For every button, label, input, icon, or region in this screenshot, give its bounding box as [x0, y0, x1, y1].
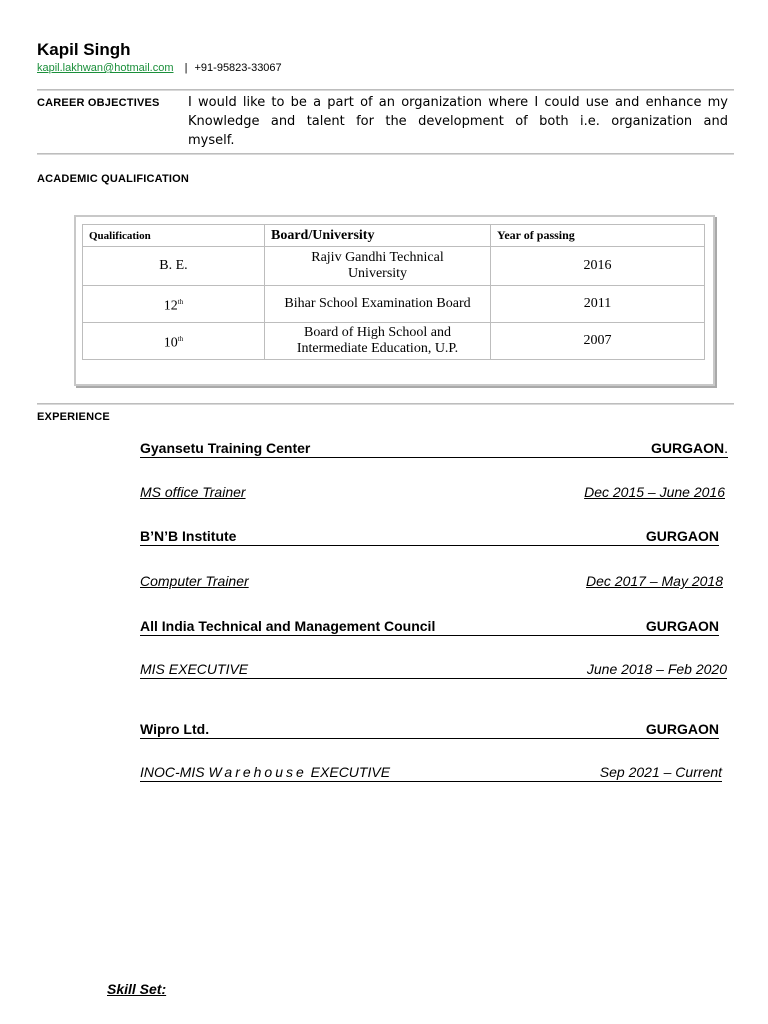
- year-cell: 2011: [491, 286, 705, 323]
- role-row: [140, 574, 723, 590]
- column-header-qualification: Qualification: [83, 225, 265, 247]
- qualification-table: [82, 224, 705, 360]
- company-location: GURGAON: [645, 528, 719, 544]
- role-period: Dec 2015 – June 2016: [584, 484, 725, 500]
- role-title: Computer Trainer: [140, 573, 249, 589]
- company-row: [140, 441, 728, 458]
- experience-heading: EXPERIENCE: [37, 411, 110, 423]
- company-name: All India Technical and Management Council: [140, 618, 436, 634]
- role-title: MIS EXECUTIVE: [140, 661, 249, 677]
- email-link[interactable]: kapil.lakhwan@hotmail.com: [37, 62, 174, 74]
- contact-line: [37, 62, 282, 74]
- year-cell: 2007: [491, 323, 705, 360]
- table-row: [83, 323, 705, 360]
- company-row: [140, 722, 719, 739]
- company-name: Gyansetu Training Center: [140, 440, 311, 456]
- board-cell: Rajiv Gandhi Technical University: [265, 247, 491, 286]
- skill-set-heading: Skill Set:: [107, 981, 167, 997]
- board-cell: Bihar School Examination Board: [265, 286, 491, 323]
- company-name: Wipro Ltd.: [140, 721, 210, 737]
- academic-qualification-heading: ACADEMIC QUALIFICATION: [37, 173, 190, 185]
- company-row: [140, 529, 719, 546]
- qualification-cell: B. E.: [83, 247, 265, 286]
- company-location: GURGAON: [645, 618, 719, 634]
- role-title: MS office Trainer: [140, 484, 246, 500]
- divider: [37, 89, 734, 91]
- column-header-year: Year of passing: [491, 225, 705, 247]
- role-row: [140, 485, 725, 501]
- divider: [37, 403, 734, 405]
- company-location: GURGAON: [645, 721, 719, 737]
- table-row: [83, 286, 705, 323]
- board-cell: Board of High School and Intermediate Education, U.P.: [265, 323, 491, 360]
- career-objectives-heading: CAREER OBJECTIVES: [37, 97, 160, 109]
- table-row: [83, 247, 705, 286]
- candidate-name: Kapil Singh: [37, 40, 131, 59]
- role-period: June 2018 – Feb 2020: [586, 661, 727, 677]
- divider: [37, 153, 734, 155]
- column-header-board: Board/University: [265, 225, 491, 247]
- company-location: GURGAON.: [650, 440, 728, 456]
- role-period: Sep 2021 – Current: [599, 764, 722, 780]
- company-row: [140, 619, 719, 636]
- role-row: [140, 765, 722, 782]
- career-objectives-text: I would like to be a part of an organization where I could use and enhance my Knowledge and talent for the development of both i.e. organization and myself.: [188, 95, 728, 148]
- role-period: Dec 2017 – May 2018: [586, 573, 723, 589]
- year-cell: 2016: [491, 247, 705, 286]
- company-name: B’N’B Institute: [140, 528, 237, 544]
- role-title: INOC-MIS Warehouse EXECUTIVE: [140, 764, 391, 780]
- contact-separator: |: [184, 62, 188, 74]
- qualification-table-frame: [74, 215, 715, 386]
- qualification-cell: 10th: [83, 323, 265, 360]
- qualification-cell: 12th: [83, 286, 265, 323]
- role-row: [140, 662, 727, 679]
- phone-number: +91-95823-33067: [194, 62, 282, 74]
